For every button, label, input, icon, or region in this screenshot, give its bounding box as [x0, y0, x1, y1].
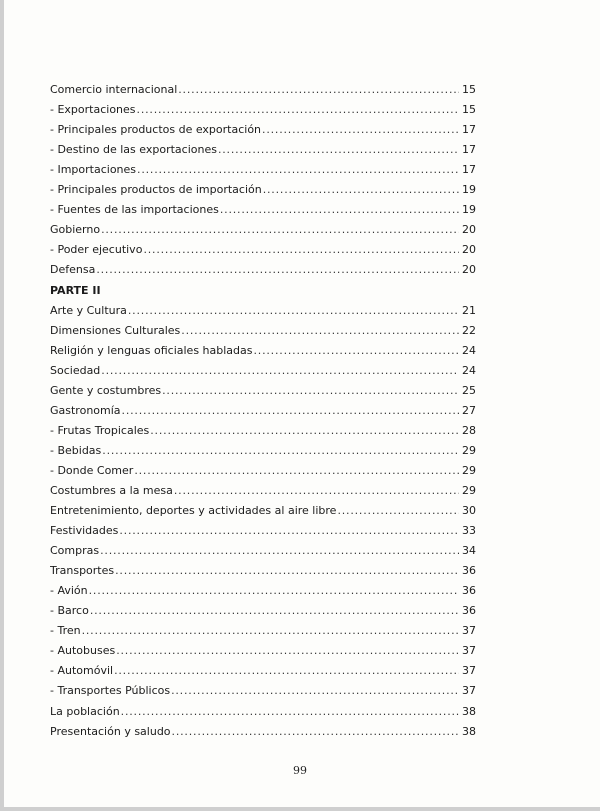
toc-entry-title: Sociedad — [50, 363, 101, 377]
toc-entry-page: 36 — [462, 564, 476, 578]
dot-leader — [337, 504, 459, 517]
toc-entry-page: 20 — [462, 243, 476, 257]
section-heading — [50, 276, 476, 296]
toc-entry — [50, 637, 476, 657]
toc-entry-page: 17 — [462, 123, 476, 137]
toc-entry-title: Entretenimiento, deportes y actividades al aire libre — [50, 504, 337, 518]
page-number: 99 — [293, 764, 307, 777]
dot-leader — [137, 103, 459, 116]
toc-entry-title: La población — [50, 704, 120, 718]
toc-entry — [50, 236, 476, 256]
toc-entry — [50, 96, 476, 116]
dot-leader — [128, 304, 459, 317]
toc-entry-title: - Poder ejecutivo — [50, 243, 143, 257]
dot-leader — [121, 705, 459, 718]
toc-entry-page: 37 — [462, 624, 476, 638]
toc-entry-page: 30 — [462, 504, 476, 518]
toc-entry-title: - Autobuses — [50, 644, 116, 658]
toc-entry — [50, 537, 476, 557]
toc-entry — [50, 136, 476, 156]
toc-entry-title: - Principales productos de exportación — [50, 123, 262, 137]
toc-entry — [50, 697, 476, 717]
toc-entry — [50, 577, 476, 597]
dot-leader — [150, 424, 459, 437]
toc-entry-page: 29 — [462, 483, 476, 497]
toc-entry — [50, 196, 476, 216]
toc-entry-page: 21 — [462, 303, 476, 317]
toc-entry-page: 36 — [462, 604, 476, 618]
dot-leader — [218, 143, 459, 156]
dot-leader — [134, 464, 459, 477]
toc-entry-page: 34 — [462, 544, 476, 558]
toc-entry-title: Presentación y saludo — [50, 724, 171, 738]
toc-entry-page: 37 — [462, 684, 476, 698]
toc-entry-title: Dimensiones Culturales — [50, 323, 181, 337]
toc-entry-page: 37 — [462, 644, 476, 658]
dot-leader — [174, 484, 459, 497]
toc-entry — [50, 497, 476, 517]
toc-entry-page: 15 — [462, 103, 476, 117]
toc-entry-title: Arte y Cultura — [50, 303, 127, 317]
toc-entry — [50, 397, 476, 417]
dot-leader — [101, 223, 459, 236]
dot-leader — [115, 564, 459, 577]
toc-entry-title: - Bebidas — [50, 443, 102, 457]
toc-entry-page: 19 — [462, 183, 476, 197]
toc-entry — [50, 617, 476, 637]
dot-leader — [96, 263, 459, 276]
scan-edge-bottom — [0, 807, 600, 811]
toc-entry-page: 24 — [462, 343, 476, 357]
dot-leader — [262, 123, 459, 136]
dot-leader — [172, 725, 459, 738]
toc-entry-title: - Automóvil — [50, 664, 114, 678]
dot-leader — [171, 684, 459, 697]
toc-entry-title: - Frutas Tropicales — [50, 423, 150, 437]
dot-leader — [122, 404, 459, 417]
dot-leader — [90, 604, 459, 617]
toc-entry — [50, 657, 476, 677]
toc-entry-page: 38 — [462, 704, 476, 718]
dot-leader — [220, 203, 459, 216]
toc-entry-title: PARTE II — [50, 283, 101, 297]
dot-leader — [254, 344, 460, 357]
toc-entry-title: - Exportaciones — [50, 103, 136, 117]
toc-entry — [50, 417, 476, 437]
toc-entry-page: 29 — [462, 463, 476, 477]
toc-entry — [50, 357, 476, 377]
toc-entry — [50, 597, 476, 617]
toc-entry-title: Festividades — [50, 524, 119, 538]
toc-entry — [50, 517, 476, 537]
toc-entry — [50, 677, 476, 697]
toc-entry-page: 19 — [462, 203, 476, 217]
toc-entry-title: - Destino de las exportaciones — [50, 143, 217, 157]
toc-entry-page: 33 — [462, 524, 476, 538]
toc-entry-page: 28 — [462, 423, 476, 437]
toc-entry-title: Comercio internacional — [50, 83, 178, 97]
toc-entry — [50, 76, 476, 96]
dot-leader — [116, 644, 459, 657]
toc-entry-page: 38 — [462, 724, 476, 738]
toc-entry-title: - Transportes Públicos — [50, 684, 171, 698]
toc-entry — [50, 256, 476, 276]
toc-entry-title: - Tren — [50, 624, 81, 638]
dot-leader — [178, 83, 459, 96]
dot-leader — [119, 524, 459, 537]
dot-leader — [82, 624, 459, 637]
toc-entry-title: - Barco — [50, 604, 89, 618]
toc-entry — [50, 216, 476, 236]
toc-entry-page: 17 — [462, 163, 476, 177]
table-of-contents — [50, 76, 476, 738]
dot-leader — [162, 384, 459, 397]
toc-entry-title: - Avión — [50, 584, 88, 598]
dot-leader — [181, 324, 459, 337]
toc-entry-title: - Fuentes de las importaciones — [50, 203, 219, 217]
toc-entry-title: Compras — [50, 544, 100, 558]
toc-entry — [50, 457, 476, 477]
dot-leader — [137, 163, 459, 176]
toc-entry-title: Defensa — [50, 263, 96, 277]
toc-entry — [50, 477, 476, 497]
toc-entry-page: 24 — [462, 363, 476, 377]
dot-leader — [101, 364, 459, 377]
dot-leader — [102, 444, 459, 457]
toc-entry-page: 27 — [462, 403, 476, 417]
toc-entry-page: 15 — [462, 83, 476, 97]
toc-entry-title: Gastronomía — [50, 403, 121, 417]
toc-entry — [50, 377, 476, 397]
toc-entry-title: Costumbres a la mesa — [50, 483, 173, 497]
toc-entry — [50, 176, 476, 196]
dot-leader — [143, 243, 459, 256]
toc-entry — [50, 116, 476, 136]
toc-entry — [50, 337, 476, 357]
dot-leader — [263, 183, 459, 196]
toc-entry-page: 37 — [462, 664, 476, 678]
dot-leader — [114, 664, 459, 677]
toc-entry-title: - Donde Comer — [50, 463, 134, 477]
toc-entry-title: Transportes — [50, 564, 115, 578]
toc-entry-page: 17 — [462, 143, 476, 157]
toc-entry — [50, 156, 476, 176]
toc-entry — [50, 557, 476, 577]
toc-entry — [50, 317, 476, 337]
toc-entry — [50, 437, 476, 457]
toc-entry-title: Gobierno — [50, 223, 101, 237]
toc-entry — [50, 297, 476, 317]
toc-entry-page: 25 — [462, 383, 476, 397]
scan-edge-left — [0, 0, 4, 811]
dot-leader — [89, 584, 459, 597]
toc-entry-page: 36 — [462, 584, 476, 598]
toc-entry-page: 22 — [462, 323, 476, 337]
toc-entry-title: Religión y lenguas oficiales habladas — [50, 343, 253, 357]
toc-entry-page: 20 — [462, 223, 476, 237]
toc-entry-title: - Importaciones — [50, 163, 137, 177]
dot-leader — [100, 544, 459, 557]
toc-entry-page: 29 — [462, 443, 476, 457]
toc-entry-title: Gente y costumbres — [50, 383, 162, 397]
toc-entry-page: 20 — [462, 263, 476, 277]
toc-entry — [50, 718, 476, 738]
toc-entry-title: - Principales productos de importación — [50, 183, 262, 197]
